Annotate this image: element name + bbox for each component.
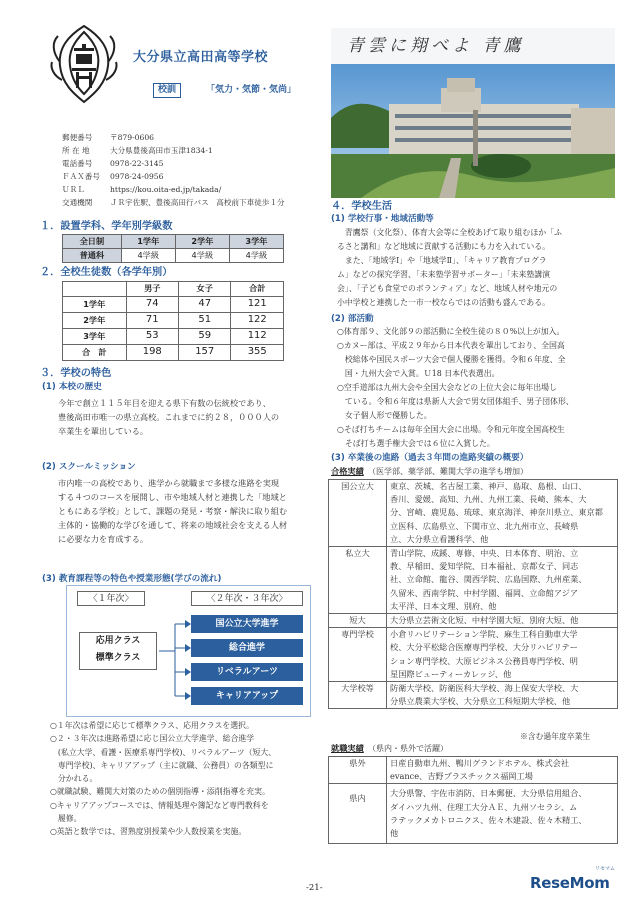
flow-course: 総合進学 xyxy=(191,639,303,657)
sec3-s1-body: 今年で創立１１５年目を迎える県下有数の伝統校であり、 豊後高田市唯一の県立高校。これまでに約２８，０００人の 卒業生を輩出している。 xyxy=(58,398,280,436)
class-table-header: 3学年 xyxy=(229,235,283,249)
destination-list: 大分県立芸術文化短、中村学園大短、別府大短、他 xyxy=(387,614,618,628)
destination-note: ※含む過年度卒業生 xyxy=(520,732,591,741)
table-row xyxy=(329,628,618,682)
record-label: 合格実績 xyxy=(331,466,364,476)
record-note: （医学部、薬学部、難関大学の進学も増加） xyxy=(368,467,528,476)
class-table-header: 2学年 xyxy=(175,235,229,249)
job-category: 県外 xyxy=(329,757,387,784)
sec3-s1-title: (1) 本校の歴史 xyxy=(42,382,102,392)
sec4-s1-body: 青鷹祭（文化祭）、体育大会等に全校あげて取り組むほか「ふ るさと講和」など地域に貢献する活動にも力を入れている。 また、「地域学Ⅰ」や「地域学Ⅱ」、「キャリア教育プログラ ム」などの探究学習、「未来塾学習サポーター」「未来塾講演 会」、「子ども食堂でのボランティア」など、地域人材や地元の 小中学校と連携した一市一校ならではの活動も盛んである。 xyxy=(337,228,562,307)
school-name: 大分県立高田高等学校 xyxy=(133,50,269,65)
sec3-s2-body: 市内唯一の高校であり、進学から就職まで多様な進路を実現 する４つのコースを展開し、市や地域人材と連携した「地域と ともにある学校」として、課題の発見・考察・解決に取り組む 主体的・協働的な学びを通して、将来の地域社会を支える人材 に必要な力を育成する。 xyxy=(58,478,288,544)
student-table-cell: 2学年 xyxy=(63,313,127,329)
table-row xyxy=(329,784,618,844)
destination-list: 防衛大学校、防衛医科大学校、海上保安大学校、大 分県立農業大学校、大分県立工科短期大学校、他 xyxy=(387,682,618,709)
student-table-cell: 51 xyxy=(179,313,231,329)
info-row: 所 在 地 大分県豊後高田市玉津1834-1 xyxy=(62,146,213,155)
flow-course: 国公立大学進学 xyxy=(191,615,303,633)
sec4-s3-title: (3) 卒業後の進路（過去３年間の進路実績の概要） xyxy=(331,453,529,463)
class-table-header: 1学年 xyxy=(121,235,175,249)
student-table-cell: 74 xyxy=(126,297,178,313)
student-table-cell: 121 xyxy=(231,297,284,313)
emblem-icon xyxy=(48,22,120,106)
student-table-cell: 157 xyxy=(179,345,231,361)
school-emblem xyxy=(48,22,120,106)
job-list: 大分県警、宇佐市消防、日本郵便、大分県信用組合、 ダイハツ九州、住理工大分ＡＥ、九州ソセラシ、ム ラテックメカトロニクス、佐々木建設、佐々木精工、 他 xyxy=(387,784,618,844)
class-table-cell: 4学級 xyxy=(229,249,283,263)
sec4-s1-title: (1) 学校行事・地域活動等 xyxy=(331,214,434,224)
job-list: 日産自動車九州、鴨川グランドホテル、株式会社 evance、吉野プラスチックス福岡工場 xyxy=(387,757,618,784)
sec2-title: ２．全校生徒数（各学年別） xyxy=(40,267,173,278)
student-table-header: 男子 xyxy=(126,282,178,297)
flow-year1-classes: 応用クラス 標準クラス xyxy=(79,632,157,670)
sec3-s2-title: (2) スクールミッション xyxy=(42,462,136,472)
student-table-header xyxy=(63,282,127,297)
table-row xyxy=(329,682,618,709)
student-table-cell: 3学年 xyxy=(63,329,127,345)
brand-sub: リセマム xyxy=(595,866,615,872)
destination-category: 私立大 xyxy=(329,547,387,614)
info-row: 交通機関 ＪＲ宇佐駅、豊後高田行バス 高校前下車徒歩１分 xyxy=(62,198,285,207)
info-row: ＦＡＸ番号 0978-24-0956 xyxy=(62,172,164,181)
destination-category: 国公立大 xyxy=(329,480,387,547)
class-table xyxy=(62,234,284,263)
flow-diagram xyxy=(66,585,311,717)
destination-category: 専門学校 xyxy=(329,628,387,682)
destination-category: 短大 xyxy=(329,614,387,628)
sec3-s3-title: (3) 教育課程等の特色や授業形態(学びの流れ) xyxy=(42,574,222,584)
flow-year1: 〈１年次〉 xyxy=(77,591,145,606)
sec4-s2-title: (2) 部活動 xyxy=(331,314,374,324)
class-table-cell: 4学級 xyxy=(175,249,229,263)
flow-course: キャリアアップ xyxy=(191,687,303,705)
class-table-cell: 普通科 xyxy=(63,249,122,263)
sec1-title: １．設置学科、学年別学級数 xyxy=(40,221,173,232)
class-table-header: 全日制 xyxy=(63,235,122,249)
table-row xyxy=(329,480,618,547)
info-row: 郵便番号 〒879-0606 xyxy=(62,133,154,142)
brand-logo: ReseMom xyxy=(530,874,610,892)
sec4-s2-body: ○体育部９、文化部９の部活動に全校生徒の８０%以上が加入。 ○カヌー部は、平成２９年から日本代表を輩出しており、全国高 校総体や国民スポーツ大会で個人優勝を獲得。令和６年度、全 国・九州大会で入賞。Ｕ18 日本代表選出。 ○空手道部は九州大会や全国大会などの上位大会に毎年出場し ている。令和６年度は県新人大会で男女団体組手、男子団体形、 女子個人形で優勝した。 ○そば打ちチームは毎年全国大会に出場。令和元年度全国高校生 そば打ち選手権大会では６位に入賞した。 xyxy=(337,327,574,448)
sec3-notes: ○１年次は希望に応じて標準クラス、応用クラスを選択。 ○２・３年次は進路希望に応じ国公立大学進学、総合進学 (私立大学、看護・医療系専門学校)、リベラルアーツ（短大、 専門学校)、キャリアアップ（主に就職、公務員）の各類型に 分かれる。 ○就職試験、難関大対策のための個別指導・添削指導を充実。 ○キャリアアップコースでは、情報処理や簿記など専門教科を 履修。 ○英語と数学では、習熟度別授業や少人数授業を実施。 xyxy=(50,721,277,837)
table-row xyxy=(329,547,618,614)
destination-table xyxy=(328,479,618,709)
motto-text: 「気力・気節・気尚」 xyxy=(206,85,297,95)
student-table-cell: 53 xyxy=(126,329,178,345)
job-label: 就職実績 xyxy=(331,743,364,753)
destination-list: 小倉リハビリテーション学院、麻生工科自動車大学 校、大分平松総合医療専門学校、大分リハビリテー ション専門学校、大原ビジネス公務員専門学校、明 星国際ビューティーカレッジ、他 xyxy=(387,628,618,682)
student-table-cell: 112 xyxy=(231,329,284,345)
motto-label: 校訓 xyxy=(153,83,181,98)
info-row: 電話番号 0978-22-3145 xyxy=(62,159,164,168)
school-photo xyxy=(331,28,615,198)
sec3-title: ３．学校の特色 xyxy=(40,368,112,379)
student-table-header: 合計 xyxy=(231,282,284,297)
student-table-cell: 59 xyxy=(179,329,231,345)
job-category: 県内 xyxy=(329,784,387,844)
student-table-cell: 1学年 xyxy=(63,297,127,313)
student-table-cell: 47 xyxy=(179,297,231,313)
flow-course: リベラルアーツ xyxy=(191,663,303,681)
student-table-cell: 合 計 xyxy=(63,345,127,361)
destination-category: 大学校等 xyxy=(329,682,387,709)
flow-year23: 〈２年次・３年次〉 xyxy=(191,591,303,606)
student-table-cell: 355 xyxy=(231,345,284,361)
student-table-cell: 71 xyxy=(126,313,178,329)
class-table-cell: 4学級 xyxy=(121,249,175,263)
destination-list: 青山学院、成蹊、専修、中央、日本体育、明治、立 教、早稲田、愛知学院、日本福祉、京都女子、同志 社、立命館、龍谷、関西学院、広島国際、九州産業、 久留米、西南学院、中村学園、福岡、立命館アジア 太平洋、日本文理、別府、他 xyxy=(387,547,618,614)
destination-list: 東京、茨城、名古屋工業、神戸、島取、島根、山口、 香川、愛媛、高知、九州、九州工業、長崎、熊本、大 分、宮崎、鹿児島、琉球、東京海洋、神奈川県立、東京都 立医科、広島県立、下関市立、北九州市立、長崎県 立、大分県立看護科学、他 xyxy=(387,480,618,547)
info-row: ＵＲＬ https://kou.oita-ed.jp/takada/ xyxy=(62,185,222,194)
student-table xyxy=(62,281,284,361)
student-table-cell: 198 xyxy=(126,345,178,361)
table-row xyxy=(329,614,618,628)
photo-banner: 青雲に翔べよ 青鷹 xyxy=(347,36,525,56)
info-block xyxy=(62,131,322,209)
student-table-cell: 122 xyxy=(231,313,284,329)
student-table-header: 女子 xyxy=(179,282,231,297)
table-row xyxy=(329,757,618,784)
sec4-title: ４．学校生活 xyxy=(331,201,393,212)
job-table xyxy=(328,756,618,844)
job-note: （県内・県外で活躍） xyxy=(368,744,448,753)
page-number: -21- xyxy=(306,883,323,893)
